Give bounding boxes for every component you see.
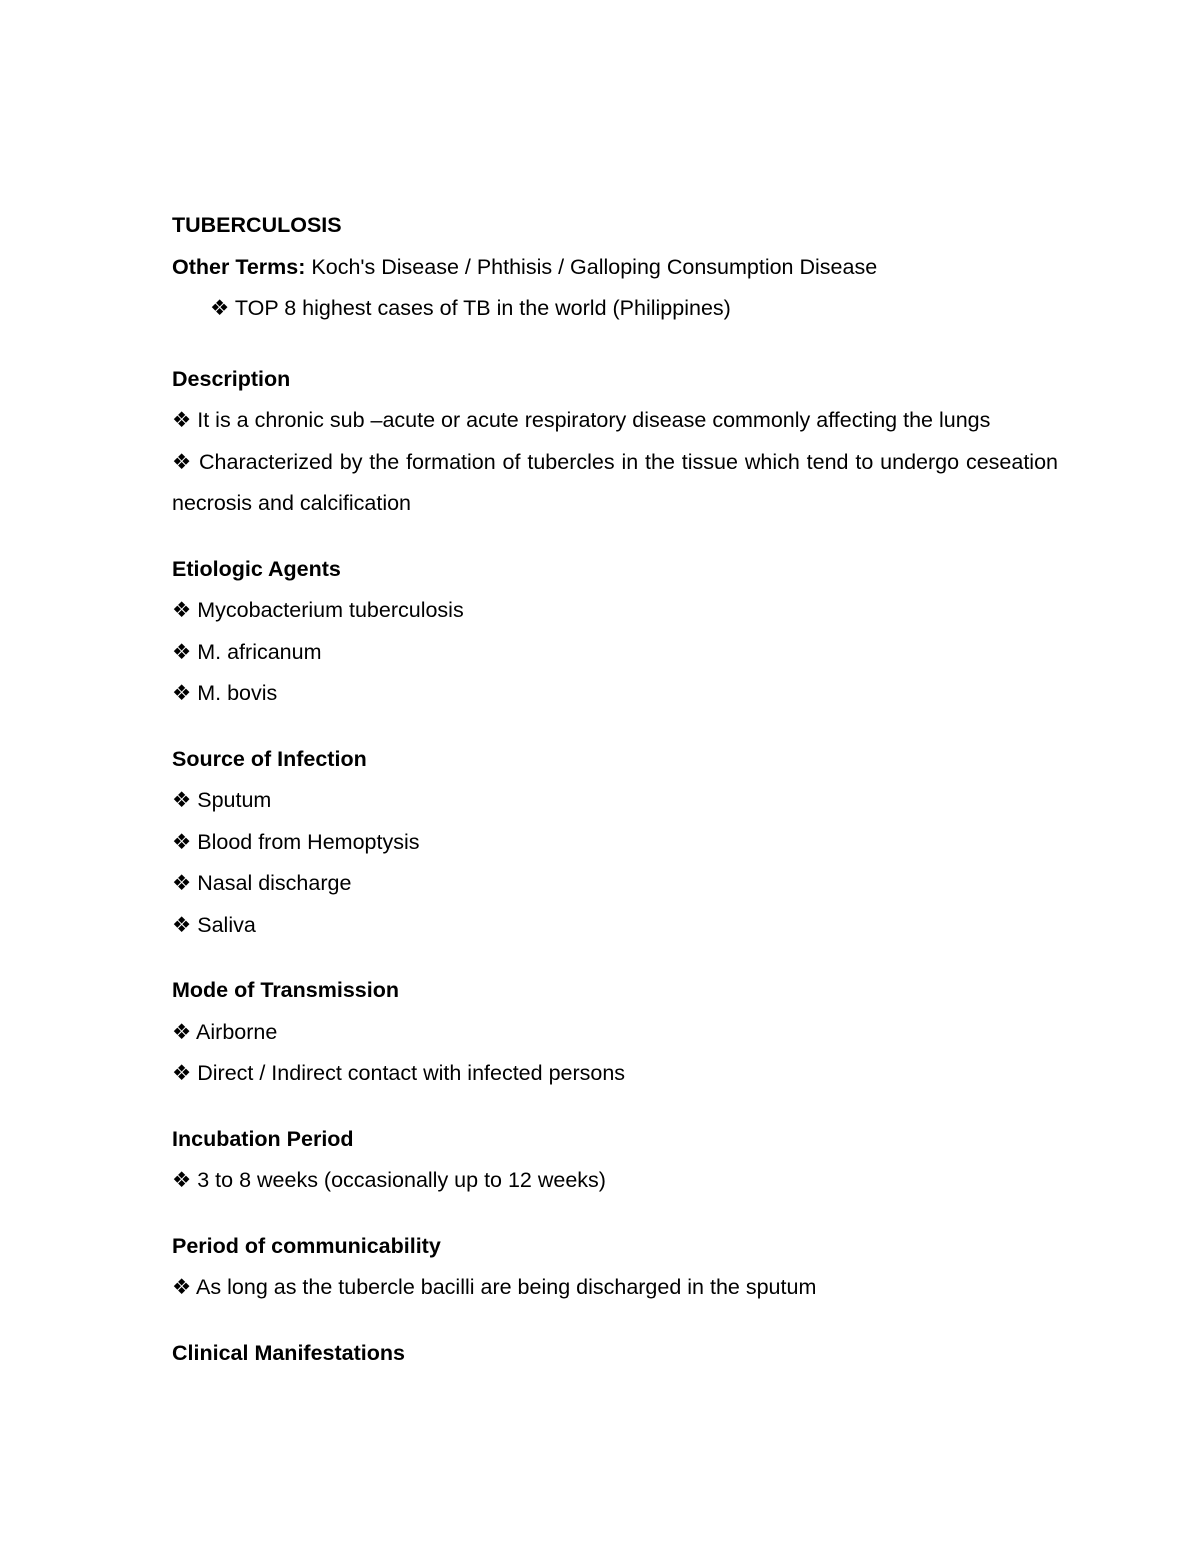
section-clinical-manifestations xyxy=(172,1333,1058,1375)
section-heading: Description xyxy=(172,366,291,391)
list-item: ❖ It is a chronic sub –acute or acute respiratory disease commonly affecting the lungs xyxy=(172,408,991,432)
highlight-bullet: ❖ TOP 8 highest cases of TB in the world (Philippines) xyxy=(210,296,731,320)
list-item: ❖ Sputum xyxy=(172,788,272,812)
list-item: ❖ Nasal discharge xyxy=(172,871,352,895)
section-heading: Incubation Period xyxy=(172,1126,354,1151)
other-terms-line xyxy=(172,247,1058,289)
list-item: ❖ Characterized by the formation of tubercles in the tissue which tend to undergo ceseation necrosis and calcification xyxy=(172,449,1058,515)
section-period-of-communicability xyxy=(172,1226,1058,1309)
section-heading: Source of Infection xyxy=(172,746,367,771)
document-content xyxy=(172,205,1058,1374)
section-description xyxy=(172,359,1058,525)
section-heading: Period of communicability xyxy=(172,1233,441,1258)
section-heading: Clinical Manifestations xyxy=(172,1340,405,1365)
section-mode-of-transmission xyxy=(172,970,1058,1095)
section-etiologic-agents xyxy=(172,549,1058,715)
section-source-of-infection xyxy=(172,739,1058,947)
list-item: ❖ Blood from Hemoptysis xyxy=(172,829,420,854)
section-heading: Mode of Transmission xyxy=(172,978,399,1002)
list-item: ❖ M. bovis xyxy=(172,681,278,705)
list-item: ❖ Airborne xyxy=(172,1019,278,1044)
list-item: ❖ M. africanum xyxy=(172,639,322,664)
section-heading: Etiologic Agents xyxy=(172,556,341,581)
section-incubation-period xyxy=(172,1119,1058,1202)
list-item: ❖ 3 to 8 weeks (occasionally up to 12 weeks) xyxy=(172,1168,606,1192)
list-item: ❖ As long as the tubercle bacilli are being discharged in the sputum xyxy=(172,1275,817,1299)
document-title: TUBERCULOSIS xyxy=(172,213,342,237)
list-item: ❖ Direct / Indirect contact with infected persons xyxy=(172,1061,626,1085)
other-terms-label: Other Terms: xyxy=(172,254,306,279)
list-item: ❖ Mycobacterium tuberculosis xyxy=(172,598,464,622)
list-item: ❖ Saliva xyxy=(172,912,256,937)
other-terms-value: Koch's Disease / Phthisis / Galloping Consumption Disease xyxy=(305,254,878,279)
